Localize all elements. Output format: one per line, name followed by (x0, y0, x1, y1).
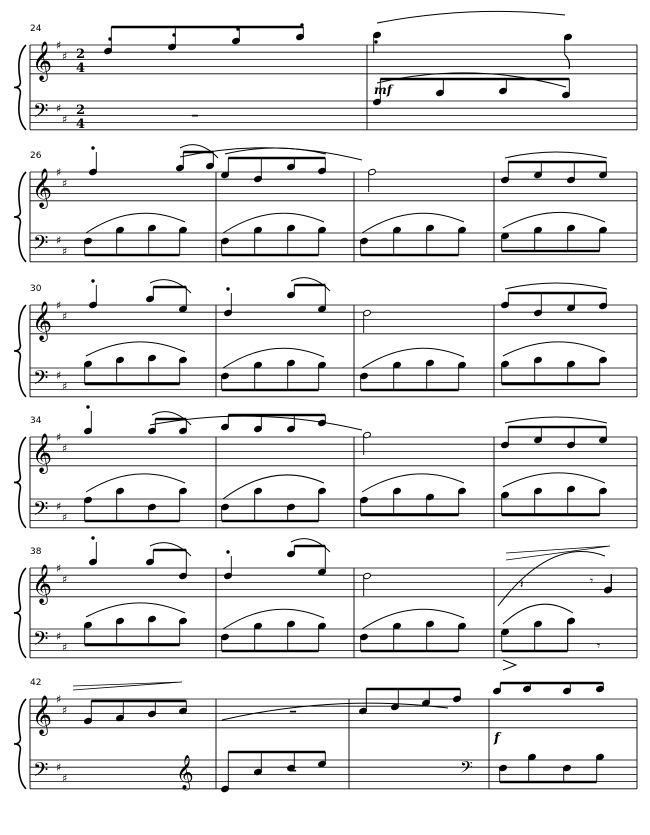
rest: 𝄾 (590, 574, 594, 588)
measure-number: 26 (30, 151, 42, 161)
measure-number: 34 (30, 416, 42, 426)
sharp-sign: ♯ (56, 562, 62, 575)
system (14, 416, 637, 528)
bass-clef: 𝄢 (33, 497, 49, 525)
sharp-sign: ♯ (56, 500, 62, 514)
staccato-dot (173, 34, 175, 36)
slur (223, 475, 324, 499)
dynamic-f: f (494, 731, 500, 746)
slur (503, 212, 605, 228)
sharp-sign: ♯ (56, 431, 62, 444)
sharp-sign: ♯ (62, 113, 68, 126)
treble-staff (30, 568, 637, 597)
sharp-sign: ♯ (56, 166, 62, 179)
staccato-dot (92, 537, 94, 539)
time-signature-lower: 4 (76, 117, 86, 132)
bass-clef: 𝄢 (33, 758, 49, 786)
treble-staff (30, 699, 637, 728)
rest: 𝄽 (520, 577, 524, 591)
sharp-sign: ♯ (56, 39, 62, 52)
bass-clef: 𝄢 (33, 99, 49, 127)
slur (223, 213, 324, 233)
staccato-dot (92, 280, 94, 282)
staccato-dot (109, 38, 111, 40)
treble-staff (30, 172, 637, 201)
sharp-sign: ♯ (56, 693, 62, 706)
slur (505, 152, 607, 158)
bass-clef: 𝄢 (33, 231, 49, 259)
slur (223, 348, 324, 368)
sharp-sign: ♯ (56, 102, 62, 116)
bass-clef-change: 𝄢 (460, 757, 473, 781)
brace (14, 172, 26, 262)
whole-rest: ━ (192, 111, 199, 122)
slur (223, 609, 324, 629)
brace (14, 305, 26, 397)
sharp-sign: ♯ (62, 511, 68, 524)
treble-clef: 𝄞 (32, 695, 53, 735)
staccato-dot (92, 147, 94, 149)
brace (14, 568, 26, 658)
staccato-dot (87, 406, 89, 408)
staccato-dot (227, 551, 229, 553)
dynamic-mf: mf (374, 83, 392, 97)
sharp-sign: ♯ (62, 49, 68, 63)
sharp-sign: ♯ (56, 630, 62, 644)
treble-staff (30, 437, 637, 466)
time-signature-lower: 4 (76, 61, 86, 76)
slur (505, 283, 607, 289)
slur (86, 474, 185, 492)
slur (86, 213, 185, 233)
bass-clef: 𝄢 (33, 627, 49, 655)
treble-clef: 𝄞 (32, 433, 53, 473)
time-signature-upper: 2 (76, 47, 86, 62)
staccato-dot (301, 24, 303, 26)
brace (14, 45, 26, 130)
sharp-sign: ♯ (56, 299, 62, 312)
sharp-sign: ♯ (56, 369, 62, 383)
accent-mark (503, 660, 516, 670)
slur (362, 348, 464, 368)
bass-staff (30, 629, 637, 658)
staccato-dot (227, 288, 229, 290)
rest: 𝄾 (597, 639, 601, 653)
slur (222, 703, 448, 720)
treble-staff (30, 45, 637, 74)
sharp-sign: ♯ (62, 245, 68, 258)
measure-number: 42 (30, 678, 42, 688)
slur (377, 11, 565, 23)
treble-clef: 𝄞 (32, 168, 53, 208)
diminuendo-hairpin (73, 682, 182, 690)
slur (362, 609, 464, 629)
sharp-sign: ♯ (62, 572, 68, 586)
bass-staff (30, 368, 637, 397)
slur (503, 473, 605, 487)
bass-staff (30, 233, 637, 262)
sharp-sign: ♯ (56, 761, 62, 775)
measure-number: 30 (30, 284, 42, 294)
slur (503, 342, 605, 356)
sharp-sign: ♯ (62, 703, 68, 717)
sharp-sign: ♯ (62, 176, 68, 190)
slur (505, 417, 607, 423)
slur (86, 342, 185, 356)
measure-number: 24 (30, 24, 42, 34)
treble-clef-change: 𝄞 (176, 755, 194, 790)
measure-number: 38 (30, 547, 42, 557)
bass-clef: 𝄢 (33, 366, 49, 394)
sharp-sign: ♯ (62, 309, 68, 323)
staccato-dot (237, 28, 239, 30)
sharp-sign: ♯ (62, 441, 68, 455)
whole-rest: ━ (290, 707, 297, 718)
sharp-sign: ♯ (62, 772, 68, 785)
slur (498, 552, 605, 606)
slur (86, 603, 185, 617)
time-signature-upper: 2 (76, 103, 86, 118)
bass-staff (30, 101, 637, 130)
sharp-sign: ♯ (62, 641, 68, 654)
bass-staff (30, 499, 637, 528)
treble-clef: 𝄞 (32, 301, 53, 341)
treble-staff (30, 305, 637, 334)
sharp-sign: ♯ (56, 234, 62, 248)
treble-clef: 𝄞 (32, 41, 53, 81)
whole-rest: ━ (290, 766, 297, 777)
sharp-sign: ♯ (62, 380, 68, 393)
brace (14, 437, 26, 528)
slur (362, 213, 464, 233)
bass-staff (30, 760, 637, 789)
brace (14, 699, 26, 789)
slur (362, 474, 464, 492)
treble-clef: 𝄞 (32, 564, 53, 604)
staccato-dot (375, 41, 377, 43)
system (14, 678, 637, 789)
